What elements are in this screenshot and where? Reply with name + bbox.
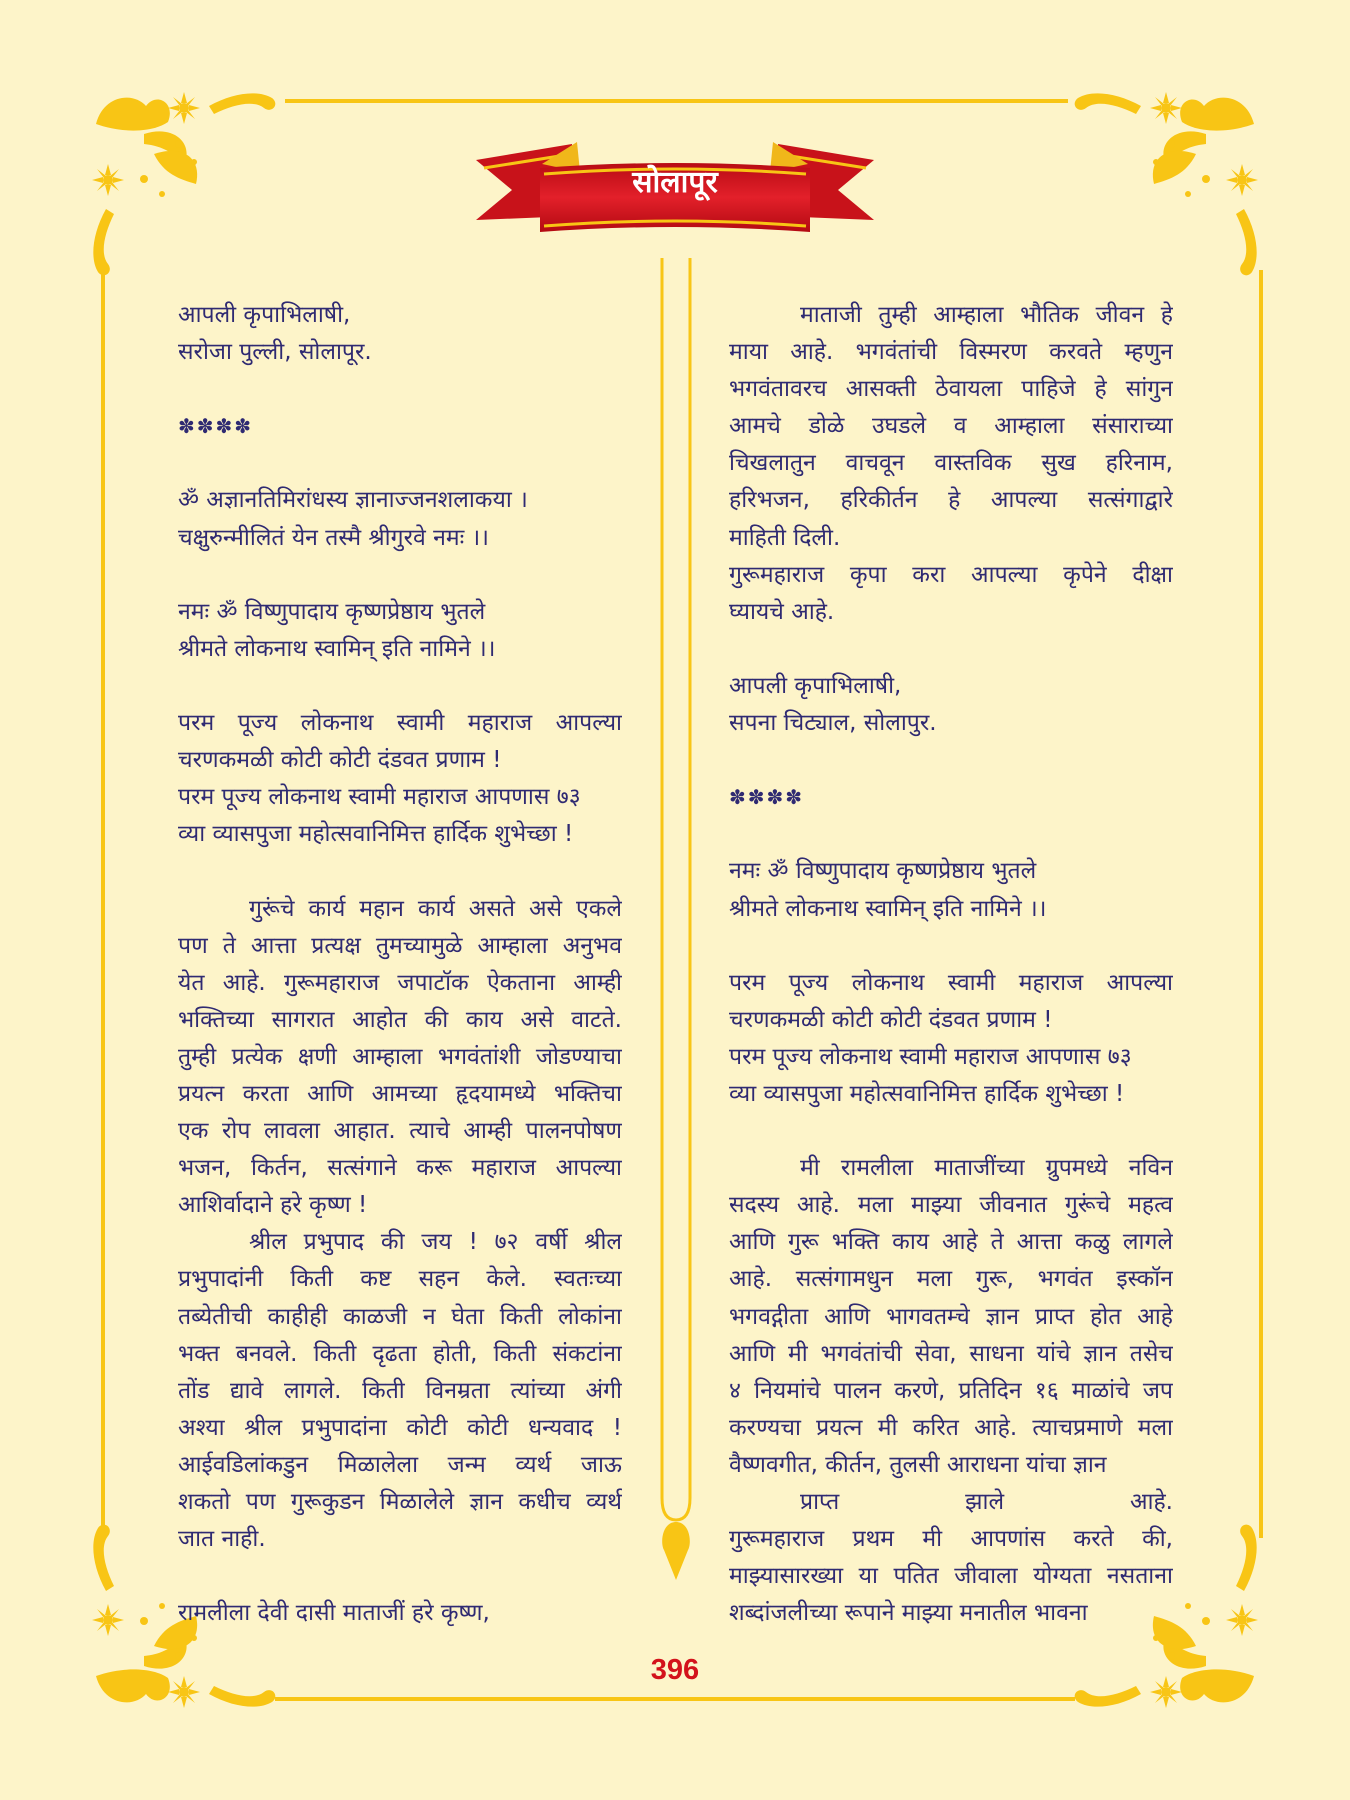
frame-right-line: [1259, 270, 1263, 1538]
text-line: मी रामलीला माताजींच्या ग्रुपमध्ये नविन: [800, 1155, 1173, 1182]
text-line: आईवडिलांकडुन मिळालेला जन्म व्यर्थ जाऊ: [178, 1451, 622, 1478]
page-title: सोलापूर: [632, 165, 718, 200]
text-line: चिखलातुन वाचवून वास्तविक सुख हरिनाम,: [729, 450, 1173, 477]
text-line: भक्तिच्या सागरात आहोत की काय असे वाटते.: [178, 1006, 622, 1033]
text-line: आमचे डोळे उघडले व आम्हाला संसाराच्या: [729, 413, 1173, 440]
blank-line: [729, 631, 1173, 668]
corner-ornament-top-left: [84, 84, 284, 284]
text-line: प्राप्त झाले आहे.: [800, 1489, 1173, 1515]
frame-bottom-line: [275, 1697, 1075, 1701]
text-line: व्या व्यासपुजा महोत्सवानिमित्त हार्दिक शुभेच्छा !: [178, 821, 574, 848]
blank-line: [729, 816, 1173, 853]
text-line: ॐ अज्ञानतिमिरांधस्य ज्ञानाज्जनशलाकया ।: [178, 487, 528, 514]
text-line: व्या व्यासपुजा महोत्सवानिमित्त हार्दिक शुभेच्छा !: [729, 1080, 1125, 1107]
text-line: चरणकमळी कोटी कोटी दंडवत प्रणाम !: [178, 747, 502, 774]
text-line: गुरूंचे कार्य महान कार्य असते असे एकले: [249, 895, 622, 922]
blank-line: [729, 1113, 1173, 1150]
text-line: माहिती दिली.: [729, 524, 841, 551]
blank-line: [178, 1558, 622, 1595]
text-line: करण्यचा प्रयत्न मी करित आहे. त्याचप्रमाणे मला: [729, 1414, 1173, 1441]
text-line: श्रील प्रभुपाद की जय ! ७२ वर्षी श्रील: [249, 1229, 622, 1256]
text-line: जात नाही.: [178, 1526, 266, 1553]
text-line: परम पूज्य लोकनाथ स्वामी महाराज आपल्या: [178, 710, 622, 737]
text-line: तब्येतीची काहीही काळजी न घेता किती लोकांना: [178, 1303, 622, 1330]
text-line: नमः ॐ विष्णुपादाय कृष्णप्रेष्ठाय भुतले: [729, 858, 1037, 885]
text-line: श्रीमते लोकनाथ स्वामिन् इति नामिने ।।: [729, 895, 1047, 922]
text-line: गुरूमहाराज प्रथम मी आपणांस करते की,: [729, 1526, 1173, 1553]
text-line: माया आहे. भगवंतांची विस्मरण करवते म्हणुन: [729, 339, 1173, 366]
text-line: सपना चिट्याल, सोलापुर.: [729, 710, 937, 737]
text-line: हरिभजन, हरिकीर्तन हे आपल्या सत्संगाद्वारे: [729, 487, 1173, 514]
blank-line: [178, 557, 622, 594]
text-line: भक्त बनवले. किती दृढता होती, किती संकटांना: [178, 1340, 622, 1367]
text-line: रामलीला देवी दासी माताजीं हरे कृष्ण,: [178, 1600, 490, 1627]
text-line: आशिर्वादाने हरे कृष्ण !: [178, 1192, 368, 1219]
text-line: प्रयत्न करता आणि आमच्या हृदयामध्ये भक्तिचा: [178, 1080, 622, 1107]
text-line: शकतो पण गुरूकुडन मिळालेले ज्ञान कधीच व्यर्थ: [178, 1489, 622, 1515]
text-line: आणि गुरू भक्ति काय आहे ते आत्ता कळु लागले: [729, 1229, 1173, 1256]
blank-line: [729, 742, 1173, 779]
text-line: परम पूज्य लोकनाथ स्वामी महाराज आपणास ७३: [729, 1043, 1132, 1070]
text-line: अश्या श्रील प्रभुपादांना कोटी कोटी धन्यवाद !: [178, 1414, 622, 1441]
text-line: भगवंतावरच आसक्ती ठेवायला पाहिजे हे सांगुन: [729, 376, 1173, 403]
corner-ornament-top-right: [1066, 84, 1266, 284]
text-line: श्रीमते लोकनाथ स्वामिन् इति नामिने ।।: [178, 635, 496, 662]
text-line: एक रोप लावला आहात. त्याचे आम्ही पालनपोषण: [178, 1118, 622, 1145]
text-line: चक्षुरुन्मीलितं येन तस्मै श्रीगुरवे नमः ।।: [178, 524, 489, 551]
text-line: वैष्णवगीत, कीर्तन, तुलसी आराधना यांचा ज्ञान: [729, 1451, 1107, 1478]
text-line: घ्यायचे आहे.: [729, 598, 835, 625]
text-line: तुम्ही प्रत्येक क्षणी आम्हाला भगवंतांशी जोडण्याचा: [178, 1043, 622, 1070]
frame-top-line: [285, 99, 1068, 103]
text-line: परम पूज्य लोकनाथ स्वामी महाराज आपल्या: [729, 969, 1173, 996]
blank-line: [178, 853, 622, 890]
text-line: गुरूमहाराज कृपा करा आपल्या कृपेने दीक्षा: [729, 561, 1173, 588]
text-line: ४ नियमांचे पालन करणे, प्रतिदिन १६ माळांचे जप: [729, 1377, 1173, 1404]
text-line: माताजी तुम्ही आम्हाला भौतिक जीवन हे: [800, 302, 1173, 328]
text-line: चरणकमळी कोटी कोटी दंडवत प्रणाम !: [729, 1006, 1053, 1033]
text-line: येत आहे. गुरूमहाराज जपाटॉक ऐकताना आम्ही: [178, 969, 622, 996]
text-line: आणि मी भगवंतांची सेवा, साधना यांचे ज्ञान तसेच: [729, 1340, 1173, 1367]
text-line: सरोजा पुल्ली, सोलापूर.: [178, 339, 372, 366]
page-number: 396: [650, 1654, 700, 1686]
text-line: आपली कृपाभिलाषी,: [729, 672, 902, 699]
blank-line: [178, 371, 622, 408]
column-divider: [656, 258, 696, 1588]
left-text-column: [178, 297, 622, 1632]
text-line: सदस्य आहे. मला माझ्या जीवनात गुरूंचे महत्व: [729, 1192, 1173, 1219]
text-line: भगवद्गीता आणि भागवतम्चे ज्ञान प्राप्त होत आहे: [729, 1303, 1173, 1330]
blank-line: [178, 668, 622, 705]
frame-left-line: [101, 270, 105, 1538]
text-line: तोंड द्यावे लागले. किती विनम्रता त्यांच्या अंगी: [178, 1377, 622, 1404]
section-separator-stars: ✽✽✽✽: [178, 414, 254, 439]
text-line: परम पूज्य लोकनाथ स्वामी महाराज आपणास ७३: [178, 784, 581, 811]
text-line: आहे. सत्संगामधुन मला गुरू, भगवंत इस्कॉन: [729, 1266, 1173, 1293]
text-line: भजन, किर्तन, सत्संगाने करू महाराज आपल्या: [178, 1155, 622, 1182]
text-line: पण ते आत्ता प्रत्यक्ष तुमच्यामुळे आम्हाला अनुभव: [178, 932, 622, 959]
text-line: आपली कृपाभिलाषी,: [178, 302, 351, 328]
blank-line: [729, 928, 1173, 965]
right-text-column: [729, 297, 1173, 1632]
text-line: नमः ॐ विष्णुपादाय कृष्णप्रेष्ठाय भुतले: [178, 598, 486, 625]
text-line: माझ्यासारख्या या पतित जीवाला योग्यता नसताना: [729, 1563, 1173, 1590]
blank-line: [178, 445, 622, 482]
text-line: शब्दांजलीच्या रूपाने माझ्या मनातील भावना: [729, 1600, 1088, 1627]
text-line: प्रभुपादांनी किती कष्ट सहन केले. स्वतःच्या: [178, 1266, 622, 1293]
section-separator-stars: ✽✽✽✽: [729, 785, 805, 810]
